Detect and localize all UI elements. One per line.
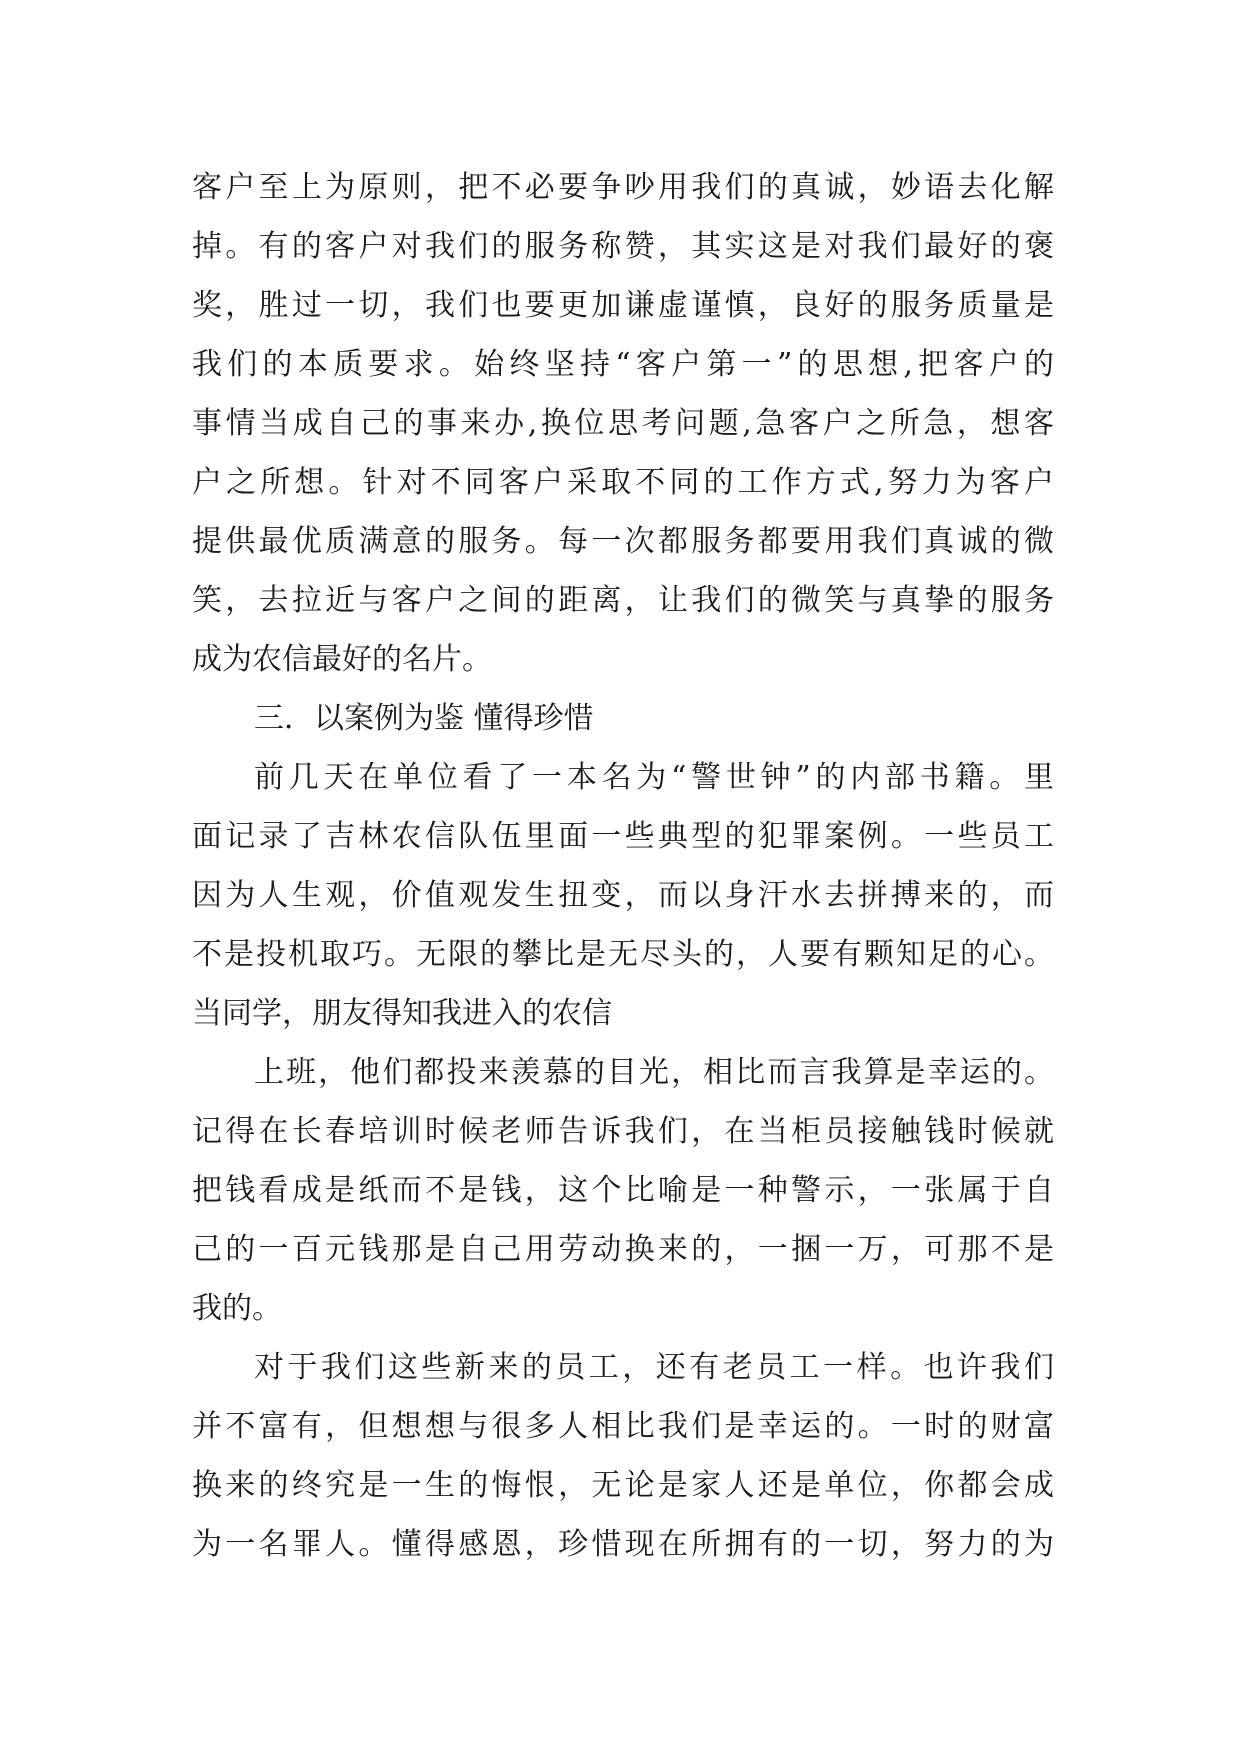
text-line: 户之所想。针对不同客户采取不同的工作方式,努力为客户 <box>192 465 1054 500</box>
text-line: 我们的本质要求。始终坚持“客户第一”的思想,把客户的 <box>192 347 1054 382</box>
text-line: 提供最优质满意的服务。每一次都服务都要用我们真诚的微 <box>192 524 1054 559</box>
text-line: 客户至上为原则，把不必要争吵用我们的真诚，妙语去化解 <box>192 170 1054 205</box>
text-line: 笑，去拉近与客户之间的距离，让我们的微笑与真挚的服务 <box>192 583 1054 618</box>
text-line: 对于我们这些新来的员工，还有老员工一样。也许我们 <box>254 1350 1054 1385</box>
section-heading: 三．以案例为鉴 懂得珍惜 <box>254 701 594 736</box>
text-line: 因为人生观，价值观发生扭变，而以身汗水去拼搏来的，而 <box>192 878 1054 913</box>
text-line: 成为农信最好的名片。 <box>192 642 492 677</box>
text-line: 上班，他们都投来羡慕的目光，相比而言我算是幸运的。 <box>254 1055 1054 1090</box>
text-line: 己的一百元钱那是自己用劳动换来的，一捆一万，可那不是 <box>192 1232 1054 1267</box>
text-line: 奖，胜过一切，我们也要更加谦虚谨慎，良好的服务质量是 <box>192 288 1054 323</box>
text-line: 为一名罪人。懂得感恩，珍惜现在所拥有的一切，努力的为 <box>192 1527 1054 1562</box>
text-line: 我的。 <box>192 1291 282 1326</box>
text-line: 并不富有，但想想与很多人相比我们是幸运的。一时的财富 <box>192 1409 1054 1444</box>
text-line: 掉。有的客户对我们的服务称赞，其实这是对我们最好的褒 <box>192 229 1054 264</box>
text-line: 事情当成自己的事来办,换位思考问题,急客户之所急，想客 <box>192 406 1054 441</box>
document-body <box>192 158 1054 1574</box>
text-line: 把钱看成是纸而不是钱，这个比喻是一种警示，一张属于自 <box>192 1173 1054 1208</box>
text-line: 前几天在单位看了一本名为“警世钟”的内部书籍。里 <box>254 760 1054 795</box>
text-line: 记得在长春培训时候老师告诉我们，在当柜员接触钱时候就 <box>192 1114 1054 1149</box>
text-line: 不是投机取巧。无限的攀比是无尽头的，人要有颗知足的心。 <box>192 937 1054 972</box>
text-line: 当同学，朋友得知我进入的农信 <box>192 996 612 1031</box>
text-line: 换来的终究是一生的悔恨，无论是家人还是单位，你都会成 <box>192 1468 1054 1503</box>
text-line: 面记录了吉林农信队伍里面一些典型的犯罪案例。一些员工 <box>192 819 1054 854</box>
